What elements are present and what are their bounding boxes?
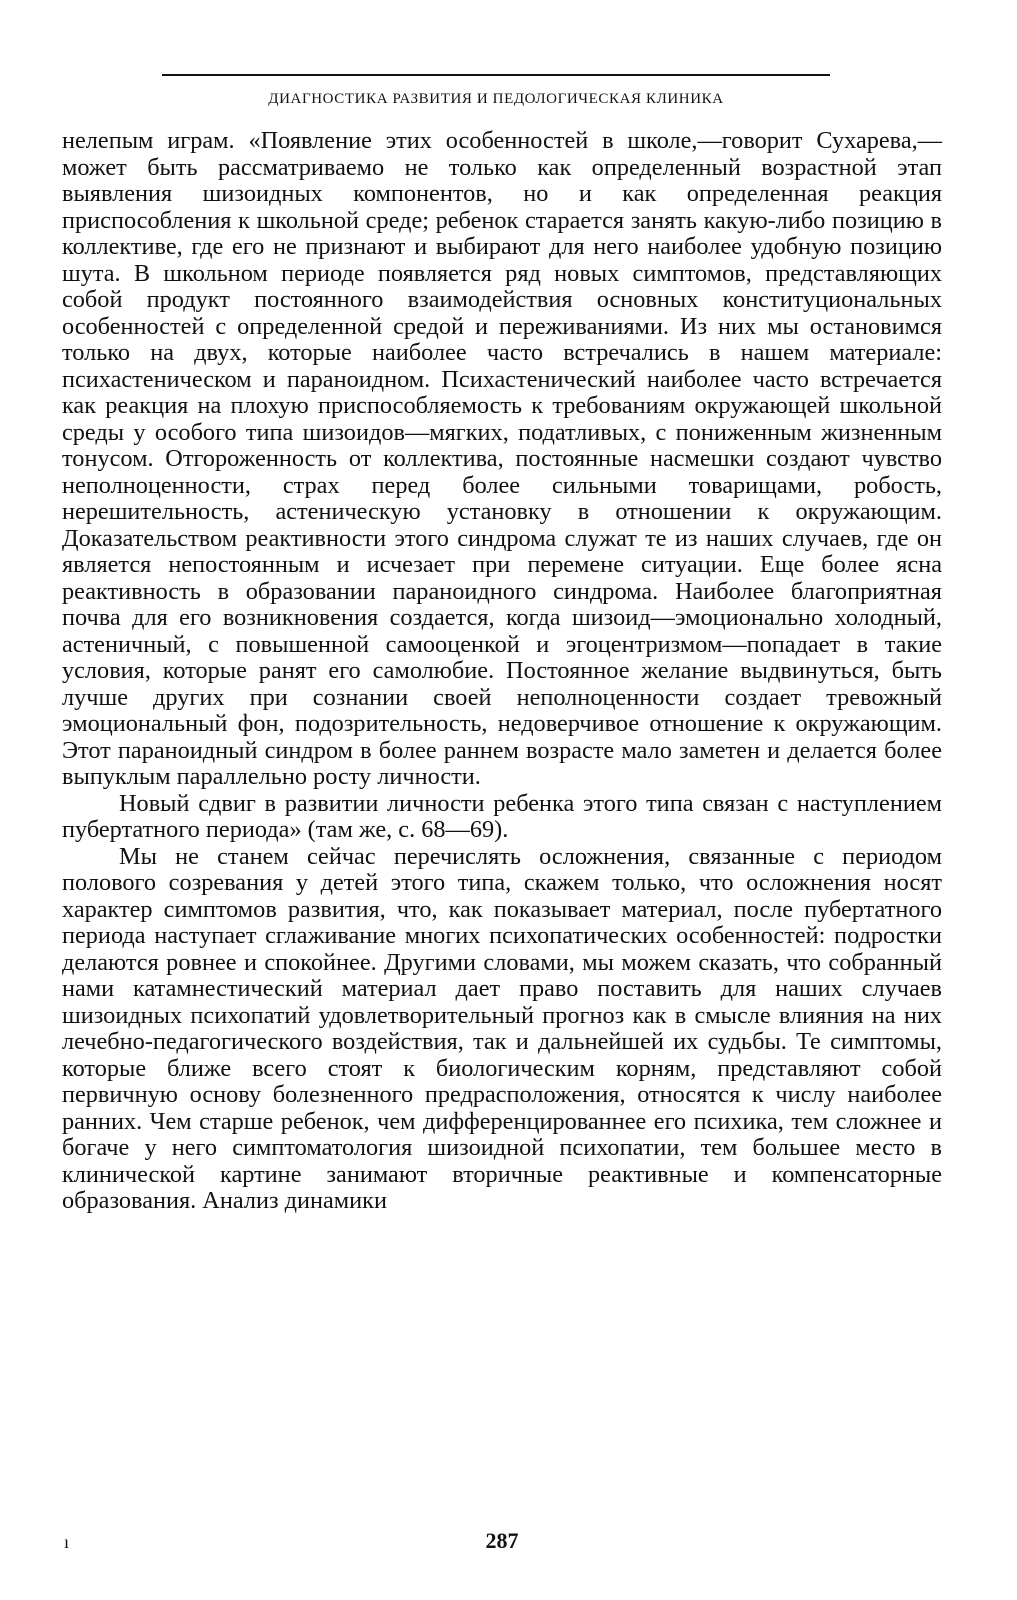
header-rule <box>162 74 830 76</box>
margin-mark: ı <box>64 1532 70 1552</box>
running-head: ДИАГНОСТИКА РАЗВИТИЯ И ПЕДОЛОГИЧЕСКАЯ КЛИНИКА <box>268 91 724 107</box>
paragraph-2: Новый сдвиг в развитии личности ребенка этого типа связан с наступлением пубертатного периода» (там же, с. 68—69). <box>62 789 942 843</box>
page-number: 287 <box>485 1528 519 1553</box>
paragraph-1: нелепым играм. «Появление этих особенностей в школе,—говорит Сухарева,—может быть рассматриваемо не только как определенный возрастной этап выявления шизоидных компонентов, но и как определенная реакция приспособления к школьной среде; ребенок старается занять какую-либо позицию в коллективе, где его не признают и выбирают для него наиболее удобную позицию шута. В школьном периоде появляется ряд новых симптомов, представляющих собой продукт постоянного взаимодействия основных конституциональных особенностей с определенной средой и переживаниями. Из них мы остановимся только на двух, которые наиболее часто встречались в нашем материале: психастеническом и параноидном. Психастенический наиболее часто встречается как реакция на плохую приспособляемость к требованиям окружающей школьной среды у особого типа шизоидов—мягких, податливых, с пониженным жизненным тонусом. Отгороженность от коллектива, постоянные насмешки создают чувство неполноценности, страх перед более сильными товарищами, робость, нерешительность, астеническую установку в отношении к окружающим. Доказательством реактивности этого синдрома служат те из наших случаев, где он является непостоянным и исчезает при перемене ситуации. Еще более ясна реактивность в образовании параноидного синдрома. Наиболее благоприятная почва для его возникновения создается, когда шизоид—эмоционально холодный, астеничный, с повышенной самооценкой и эгоцентризмом—попадает в такие условия, которые ранят его самолюбие. Постоянное желание выдвинуться, быть лучше других при сознании своей неполноценности создает тревожный эмоциональный фон, подозрительность, недоверчивое отношение к окружающим. Этот параноидный синдром в более раннем возрасте мало заметен и делается более выпуклым параллельно росту личности. <box>62 127 942 790</box>
body-text <box>62 128 942 1215</box>
paragraph-3: Мы не станем сейчас перечислять осложнения, связанные с периодом полового созревания у детей этого типа, скажем только, что осложнения носят характер симптомов развития, что, как показывает материал, после пубертатного периода наступает сглаживание многих психопатических особенностей: подростки делаются ровнее и спокойнее. Другими словами, мы можем сказать, что собранный нами катамнестический материал дает право поставить для наших случаев шизоидных психопатий удовлетворительный прогноз как в смысле влияния на них лечебно-педагогического воздействия, так и дальнейшей их судьбы. Те симптомы, которые ближе всего стоят к биологическим корням, представляют собой первичную основу болезненного предрасположения, относятся к числу наиболее ранних. Чем старше ребенок, чем дифференцированнее его психика, тем сложнее и богаче у него симптоматология шизоидной психопатии, тем большее место в клинической картине занимают вторичные реактивные и компенсаторные образования. Анализ динамики <box>62 842 942 1214</box>
